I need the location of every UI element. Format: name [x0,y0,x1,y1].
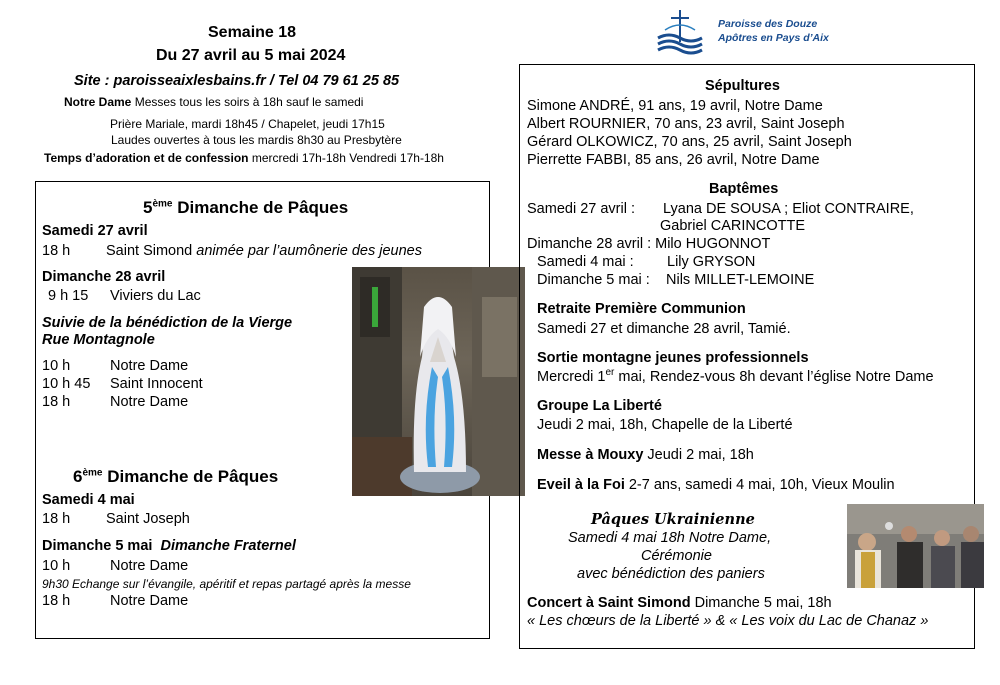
baptemes-title: Baptêmes [709,181,779,197]
sat27-heading: Samedi 27 avril [42,223,148,239]
date-range: Du 27 avril au 5 mai 2024 [156,47,346,64]
virgin-statue-photo [352,267,525,496]
sat27-mass: Saint Simond animée par l’aumônerie des jeunes [106,243,422,259]
sun28-row-place: Saint Innocent [110,376,203,392]
mouxy: Messe à Mouxy Jeudi 2 mai, 18h [537,447,754,463]
bapteme1-names: Lyana DE SOUSA ; Eliot CONTRAIRE, [663,201,914,217]
bapteme2: Dimanche 28 avril : Milo HUGONNOT [527,236,771,252]
bapteme3-name: Lily GRYSON [667,254,756,270]
liberte-text: Jeudi 2 mai, 18h, Chapelle de la Liberté [537,417,793,433]
sun5-time1: 10 h [42,558,71,574]
sun5-place2: Notre Dame [110,593,189,609]
site-contact: Site : paroisseaixlesbains.fr / Tel 04 79 61 25 85 [74,73,400,89]
sun5-heading: Dimanche 5 mai Dimanche Fraternel [42,538,296,554]
bapteme4-name: Nils MILLET-LEMOINE [666,272,815,288]
sat4-time: 18 h [42,511,71,527]
adoration-label: Temps d’adoration et de confession [44,151,249,165]
notre-dame-text: Messes tous les soirs à 18h sauf le samedi [134,95,364,109]
paques-title: Pâques Ukrainienne [591,511,755,528]
sat27-time: 18 h [42,243,71,259]
adoration [44,151,444,165]
laudes: Laudes ouvertes à tous les mardis 8h30 au Presbytère [111,133,402,147]
priere-mariale: Prière Mariale, mardi 18h45 / Chapelet, jeudi 17h15 [110,117,385,131]
sepulture-item: Simone ANDRÉ, 91 ans, 19 avril, Notre Dame [527,98,823,114]
sepulture-item: Albert ROURNIER, 70 ans, 23 avril, Saint Joseph [527,116,845,132]
paques-line3: avec bénédiction des paniers [577,566,765,582]
paques-line1: Samedi 4 mai 18h Notre Dame, [568,530,772,546]
sun28-heading: Dimanche 28 avril [42,269,166,285]
suivie-line1: Suivie de la bénédiction de la Vierge [42,315,293,331]
eveil: Eveil à la Foi 2-7 ans, samedi 4 mai, 10h, Vieux Moulin [537,477,895,493]
title-5-dimanche: 5ème Dimanche de Pâques [143,198,349,217]
notre-dame-label: Notre Dame [64,95,132,109]
bapteme4-date: Dimanche 5 mai : [537,272,650,288]
sun5-place1: Notre Dame [110,558,189,574]
sepultures-title: Sépultures [705,78,780,94]
adoration-text: mercredi 17h-18h Vendredi 17h-18h [251,151,444,165]
concert: Concert à Saint Simond Dimanche 5 mai, 18h [527,595,832,611]
logo-line1: Paroisse des Douze [718,18,818,30]
sepulture-item: Gérard OLKOWICZ, 70 ans, 25 avril, Saint Joseph [527,134,852,150]
logo-line2: Apôtres en Pays d’Aix [718,32,829,44]
concert-line2: « Les chœurs de la Liberté » & « Les voix du Lac de Chanaz » [527,613,929,629]
sun5-note: 9h30 Echange sur l’évangile, apéritif et repas partagé après la messe [42,577,411,591]
ukrainian-easter-photo [847,504,984,588]
title-6-dimanche: 6ème Dimanche de Pâques [73,467,279,486]
bapteme1-names2: Gabriel CARINCOTTE [660,218,806,234]
bapteme3-date: Samedi 4 mai : [537,254,634,270]
sepulture-item: Pierrette FABBI, 85 ans, 26 avril, Notre Dame [527,152,820,168]
sun28-row-time: 10 h 45 [42,376,91,392]
retraite-title: Retraite Première Communion [537,301,746,317]
sun28-row-time: 10 h [42,358,71,374]
suivie-line2: Rue Montagnole [42,332,155,348]
sun28-time1: 9 h 15 [48,288,89,304]
sortie-title: Sortie montagne jeunes professionnels [537,350,809,366]
cross-waves-icon [655,8,705,56]
sun28-row-place: Notre Dame [110,394,189,410]
notre-dame-masses [64,95,363,109]
paques-line2: Cérémonie [641,548,712,564]
sun28-place1: Viviers du Lac [110,288,201,304]
sun5-time2: 18 h [42,593,71,609]
week-title: Semaine 18 [208,24,297,41]
sun28-row-time: 18 h [42,394,71,410]
sortie-text: Mercredi 1er mai, Rendez-vous 8h devant l’église Notre Dame [537,367,934,385]
bapteme1-date: Samedi 27 avril : [527,201,635,217]
retraite-text: Samedi 27 et dimanche 28 avril, Tamié. [537,321,791,337]
sat4-heading: Samedi 4 mai [42,492,135,508]
sun28-row-place: Notre Dame [110,358,189,374]
liberte-title: Groupe La Liberté [537,398,662,414]
sat4-place: Saint Joseph [106,511,190,527]
